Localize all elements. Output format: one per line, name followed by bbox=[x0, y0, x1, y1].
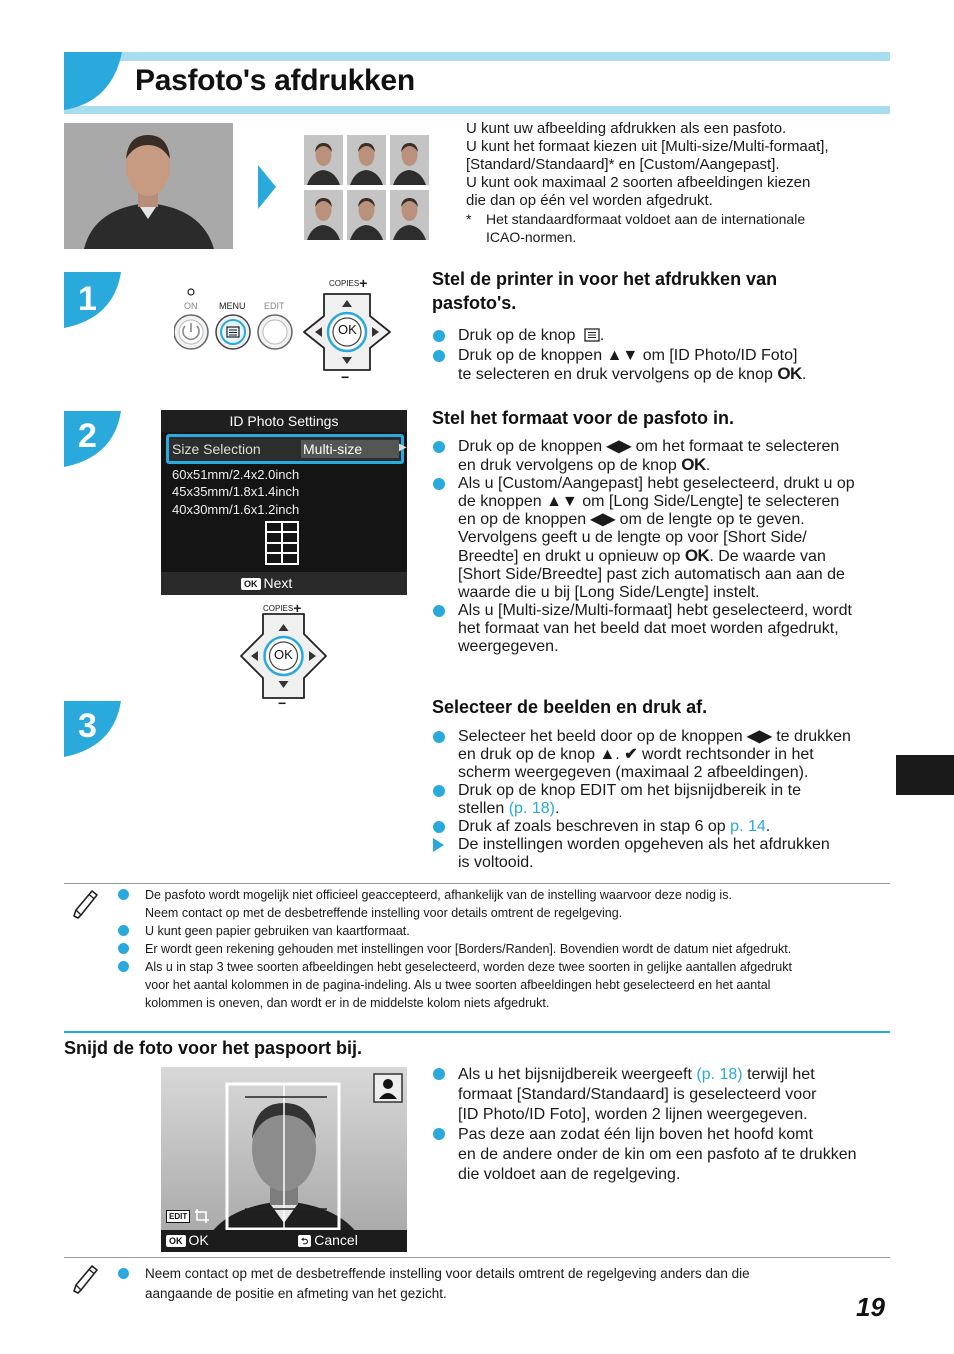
list-item bbox=[432, 347, 872, 384]
bullet-icon bbox=[433, 605, 445, 617]
bullet-icon bbox=[118, 925, 129, 936]
divider bbox=[64, 883, 890, 884]
mini-photo bbox=[304, 135, 343, 185]
note-text: U kunt geen papier gebruiken van kaartformaat. bbox=[145, 924, 410, 938]
item-text: Druk op de knop bbox=[458, 327, 576, 344]
copies-label bbox=[329, 275, 367, 291]
intro-footnote bbox=[466, 210, 886, 246]
list-item bbox=[432, 438, 892, 475]
ok-glyph: OK bbox=[684, 546, 710, 565]
leftright-arrows-icon: ◀▶ bbox=[747, 728, 772, 745]
item-text: . bbox=[705, 457, 711, 474]
step1-heading-line: Stel de printer in voor het afdrukken van bbox=[432, 269, 778, 289]
item-text: Druk af zoals beschreven in stap 6 op bbox=[458, 818, 726, 835]
item-text: formaat [Standard/Standaard] is geselecteerd voor bbox=[458, 1086, 817, 1103]
intro-line: U kunt ook maximaal 2 soorten afbeeldingen kiezen bbox=[466, 174, 811, 191]
note-text: Neem contact op met de desbetreffende instelling voor details omtrent de regelgeving anders dan die bbox=[145, 1266, 750, 1281]
step-number-3: 3 bbox=[78, 707, 97, 745]
section-heading: Snijd de foto voor het paspoort bij. bbox=[64, 1038, 362, 1058]
step2-heading: Stel het formaat voor de pasfoto in. bbox=[432, 408, 735, 428]
item-text: scherm weergegeven (maximaal 2 afbeeldingen). bbox=[458, 764, 809, 781]
screen-header: ID Photo Settings bbox=[161, 410, 407, 432]
intro-line: U kunt uw afbeelding afdrukken als een pasfoto. bbox=[466, 120, 787, 137]
footnote-line: Het standaardformaat voldoet aan de internationale bbox=[486, 211, 806, 227]
crop-icon bbox=[194, 1208, 210, 1224]
pencil-note-icon bbox=[70, 888, 100, 920]
step3-heading: Selecteer de beelden en druk af. bbox=[432, 697, 708, 717]
copies-text: COPIES bbox=[263, 604, 294, 613]
printer-buttons-graphic bbox=[174, 276, 394, 386]
copies-plus: + bbox=[293, 600, 302, 616]
note-text: aangaande de positie en afmeting van het gezicht. bbox=[145, 1286, 447, 1301]
size-option: 60x51mm/2.4x2.0inch bbox=[172, 467, 300, 482]
bullet-icon bbox=[433, 785, 445, 797]
bullet-icon bbox=[433, 478, 445, 490]
note-item bbox=[118, 940, 888, 958]
layout-grid-icon bbox=[265, 521, 299, 565]
size-selection-value: Multi-size bbox=[301, 440, 399, 458]
leftright-arrows-icon: ◀▶ bbox=[606, 438, 632, 455]
item-text: Druk op de knoppen bbox=[458, 347, 603, 364]
divider bbox=[64, 1257, 890, 1258]
id-photo-grid bbox=[304, 135, 432, 241]
item-text: is voltooid. bbox=[458, 854, 534, 871]
item-text: Als u [Custom/Aangepast] hebt geselecteerd, drukt u op bbox=[458, 475, 855, 492]
item-text: Als u het bijsnijdbereik weergeeft bbox=[458, 1066, 692, 1083]
menu-button-icon bbox=[584, 328, 600, 342]
intro-text bbox=[466, 120, 886, 246]
note-item bbox=[118, 922, 888, 940]
note-item bbox=[118, 1264, 838, 1304]
item-text: [ID Photo/ID Foto], worden 2 lijnen weergegeven. bbox=[458, 1106, 808, 1123]
list-item bbox=[432, 818, 892, 836]
step1-heading-line: pasfoto's. bbox=[432, 293, 517, 313]
item-text: Vervolgens geeft u de lengte op voor [Short Side/ bbox=[458, 529, 807, 546]
note-text: voor het aantal kolommen in de pagina-indeling. Als u twee soorten afbeeldingen hebt geselecteerd en het aantal bbox=[145, 978, 771, 992]
bullet-icon bbox=[433, 731, 445, 743]
step-number-1: 1 bbox=[78, 280, 97, 318]
mini-photo bbox=[390, 135, 429, 185]
note-text: kolommen is oneven, dan wordt er in de middelste kolom niets afgedrukt. bbox=[145, 996, 550, 1010]
on-label: ON bbox=[184, 301, 198, 311]
item-text: om het formaat te selecteren bbox=[635, 438, 840, 455]
item-text: Druk op de knoppen bbox=[458, 438, 603, 455]
id-photo-settings-screen bbox=[161, 410, 407, 595]
list-item bbox=[432, 475, 892, 602]
item-text: het formaat van het beeld dat moet worden afgedrukt, bbox=[458, 620, 839, 637]
list-item bbox=[432, 782, 892, 818]
copies-plus: + bbox=[359, 275, 368, 291]
list-item bbox=[432, 1125, 892, 1185]
list-item bbox=[432, 327, 872, 345]
step3-list bbox=[432, 728, 892, 872]
copies-text: COPIES bbox=[329, 279, 360, 288]
item-text: Als u [Multi-size/Multi-formaat] hebt geselecteerd, wordt bbox=[458, 602, 852, 619]
page-number: 19 bbox=[856, 1292, 885, 1322]
ok-glyph: OK bbox=[681, 455, 706, 474]
section-divider bbox=[64, 1031, 890, 1033]
item-text: stellen bbox=[458, 800, 505, 817]
page-link[interactable]: (p. 18) bbox=[696, 1066, 743, 1083]
bullet-icon bbox=[433, 330, 445, 342]
footnote-line: ICAO-normen. bbox=[486, 229, 577, 245]
control-pad bbox=[238, 600, 330, 711]
step1-list bbox=[432, 327, 872, 384]
bullet-icon bbox=[433, 821, 445, 833]
notes-block-1 bbox=[118, 886, 888, 1012]
bullet-icon bbox=[118, 943, 129, 954]
item-text: die voldoet aan de regelgeving. bbox=[458, 1166, 681, 1183]
mini-photo bbox=[390, 190, 429, 240]
item-text: om [Long Side/Lengte] te selecteren bbox=[582, 493, 840, 510]
ok-label: OK bbox=[188, 1232, 209, 1248]
right-arrow-icon: ▶ bbox=[399, 442, 407, 453]
bullet-icon bbox=[118, 961, 129, 972]
mini-photo bbox=[304, 190, 343, 240]
mini-photo bbox=[347, 190, 386, 240]
item-text: . bbox=[554, 800, 560, 817]
note-item bbox=[118, 958, 888, 1012]
intro-line: die dan op één vel worden afgedrukt. bbox=[466, 192, 713, 209]
checkmark-icon: ✔ bbox=[624, 746, 638, 763]
item-text: Breedte] en drukt u opnieuw op bbox=[458, 548, 681, 565]
leftright-arrows-icon: ◀▶ bbox=[590, 511, 616, 528]
updown-arrows-icon: ▲▼ bbox=[606, 347, 639, 364]
size-selection-label: Size Selection bbox=[172, 441, 261, 457]
ok-badge: OK bbox=[241, 578, 261, 590]
copies-minus: − bbox=[278, 695, 287, 711]
pencil-note-icon bbox=[70, 1263, 100, 1295]
ok-badge: OK bbox=[166, 1235, 186, 1247]
page-title: Pasfoto's afdrukken bbox=[135, 64, 415, 97]
cancel-action[interactable] bbox=[298, 1232, 358, 1248]
bullet-icon bbox=[433, 1068, 445, 1080]
mini-photo bbox=[347, 135, 386, 185]
ok-glyph: OK bbox=[777, 364, 802, 383]
printer-control-panel bbox=[174, 276, 394, 386]
copies-label bbox=[263, 600, 301, 616]
screen-footer bbox=[161, 572, 407, 595]
crop-preview-graphic bbox=[161, 1067, 407, 1252]
item-text: om de lengte op te geven. bbox=[619, 511, 805, 528]
item-text: . bbox=[765, 818, 771, 835]
ok-action[interactable] bbox=[166, 1232, 209, 1248]
bullet-icon bbox=[118, 889, 129, 900]
result-arrow-icon bbox=[433, 838, 444, 852]
size-option: 40x30mm/1.6x1.2inch bbox=[172, 502, 300, 517]
step-number-2: 2 bbox=[78, 417, 97, 455]
step1-heading bbox=[432, 267, 872, 315]
chapter-tab bbox=[896, 755, 954, 795]
item-text: te drukken bbox=[776, 728, 851, 745]
item-text: . bbox=[599, 327, 605, 344]
list-item bbox=[432, 602, 892, 656]
portrait-photo bbox=[64, 123, 233, 249]
bullet-icon bbox=[433, 1128, 445, 1140]
item-text: weergegeven. bbox=[458, 638, 559, 655]
note-text: Als u in stap 3 twee soorten afbeeldingen hebt geselecteerd, worden deze twee soorten in gelijke aantallen afgedrukt bbox=[145, 960, 792, 974]
intro-line: U kunt het formaat kiezen uit [Multi-size/Multi-formaat], bbox=[466, 138, 829, 155]
list-item: Selecteer het beeld door op de knoppen ◀▶ te drukken en druk op de knop ▲. ✔ wordt rechtsonder in het scherm weergegeven (maximaal 2 afbeeldingen). bbox=[432, 728, 892, 782]
item-text: en de andere onder de kin om een pasfoto af te drukken bbox=[458, 1146, 857, 1163]
item-text: waarde die u bij [Long Side/Lengte] instelt. bbox=[458, 584, 760, 601]
item-text: Druk op de knop EDIT om het bijsnijdbereik in te bbox=[458, 782, 801, 799]
list-item bbox=[432, 836, 892, 872]
bullet-icon bbox=[118, 1268, 129, 1279]
step2-list bbox=[432, 438, 892, 656]
note-item bbox=[118, 886, 888, 922]
footnote-mark: * bbox=[466, 211, 472, 227]
page-link[interactable]: (p. 18) bbox=[508, 800, 555, 817]
item-text: De instellingen worden opgeheven als het afdrukken bbox=[458, 836, 830, 853]
item-text: wordt rechtsonder in het bbox=[642, 746, 814, 763]
list-item bbox=[432, 1065, 892, 1125]
note-text: De pasfoto wordt mogelijk niet officieel geaccepteerd, afhankelijk van de instelling waarvoor deze nodig is. bbox=[145, 888, 732, 902]
section-list bbox=[432, 1065, 892, 1185]
item-text: en op de knoppen bbox=[458, 511, 587, 528]
size-option: 45x35mm/1.8x1.4inch bbox=[172, 484, 300, 499]
menu-label: MENU bbox=[219, 301, 246, 311]
title-tab-shape bbox=[64, 52, 122, 114]
intro-line: [Standard/Standaard]* en [Custom/Aangepast]. bbox=[466, 156, 780, 173]
up-arrow-icon: ▲ bbox=[599, 746, 616, 763]
arrow-right-icon bbox=[258, 165, 276, 209]
bullet-icon bbox=[433, 441, 445, 453]
note-text: Neem contact op met de desbetreffende instelling voor details omtrent de regelgeving. bbox=[145, 906, 623, 920]
title-bar-top bbox=[64, 52, 890, 61]
item-text: en druk vervolgens op de knop bbox=[458, 457, 677, 474]
item-text: te selecteren en druk vervolgens op de knop bbox=[458, 366, 773, 383]
ok-button-label: OK bbox=[338, 322, 357, 337]
bullet-icon bbox=[433, 350, 445, 362]
item-text: Selecteer het beeld door op de knoppen bbox=[458, 728, 743, 745]
ok-button-label: OK bbox=[274, 647, 293, 662]
item-text: . De waarde van bbox=[709, 548, 826, 565]
item-text: terwijl het bbox=[747, 1066, 815, 1083]
item-text: de knoppen bbox=[458, 493, 542, 510]
edit-badge: EDIT bbox=[166, 1210, 190, 1223]
item-text: om [ID Photo/ID Foto] bbox=[642, 347, 798, 364]
item-text: Pas deze aan zodat één lijn boven het hoofd komt bbox=[458, 1126, 813, 1143]
copies-minus: − bbox=[341, 369, 350, 385]
crop-screen bbox=[161, 1067, 407, 1252]
size-selection-row[interactable] bbox=[166, 434, 407, 464]
cancel-label: Cancel bbox=[314, 1232, 358, 1248]
item-text: en druk op de knop bbox=[458, 746, 595, 763]
back-icon: ⮌ bbox=[298, 1235, 311, 1247]
notes-block-2 bbox=[118, 1264, 838, 1304]
page-link[interactable]: p. 14 bbox=[730, 818, 766, 835]
updown-arrows-icon: ▲▼ bbox=[546, 493, 578, 510]
edit-label: EDIT bbox=[264, 301, 285, 311]
item-text: . bbox=[801, 366, 807, 383]
title-bar-bottom bbox=[64, 106, 890, 114]
next-label: Next bbox=[263, 575, 293, 591]
note-text: Er wordt geen rekening gehouden met instellingen voor [Borders/Randen]. Bovendien wordt de datum niet afgedrukt. bbox=[145, 942, 792, 956]
item-text: [Short Side/Breedte] past zich automatisch aan aan de bbox=[458, 566, 845, 583]
